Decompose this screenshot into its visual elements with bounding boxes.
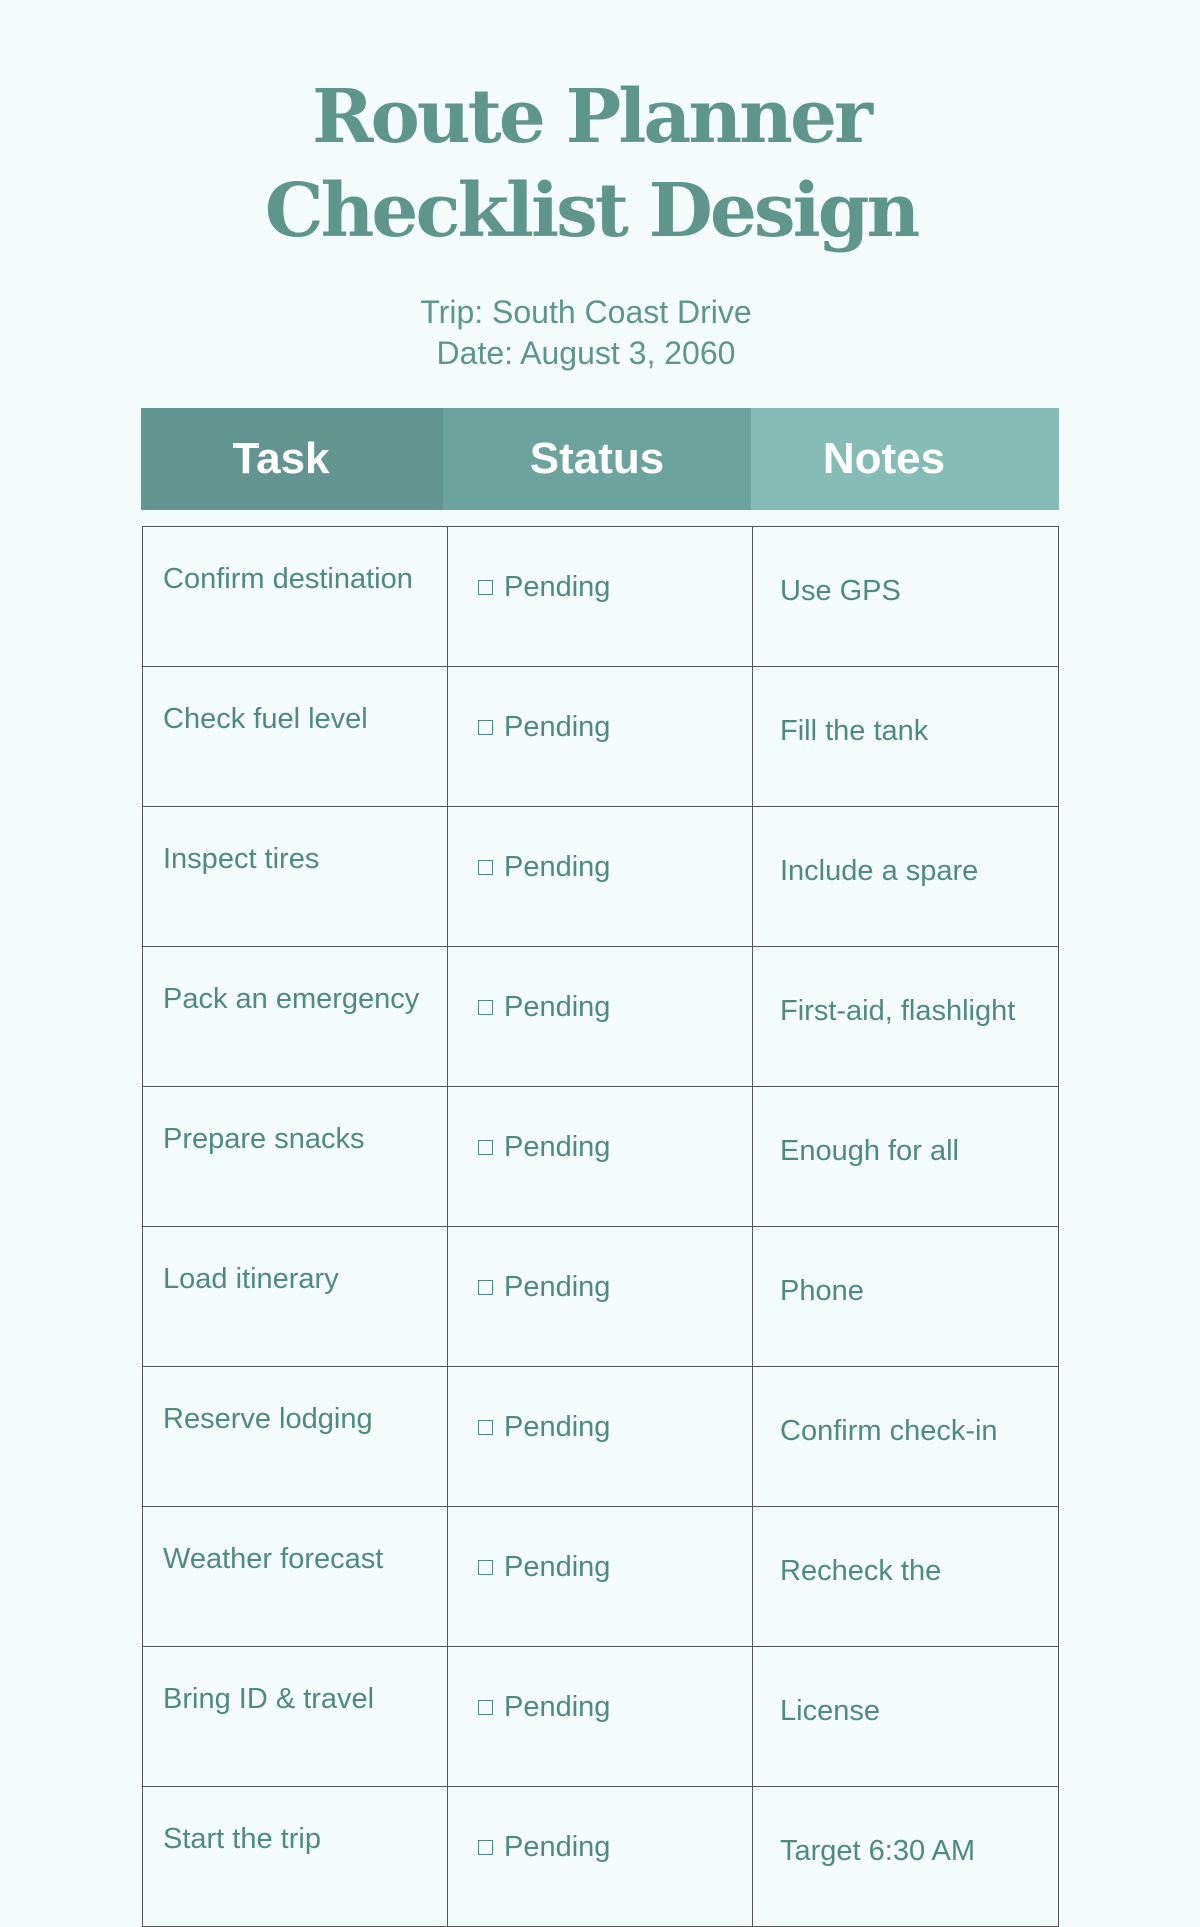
- task-cell: [143, 1367, 448, 1507]
- task-label: Reserve lodging: [163, 1403, 373, 1435]
- notes-label: First-aid, flashlight: [780, 995, 1016, 1027]
- status-cell: [448, 1507, 753, 1647]
- table-row: [143, 1367, 1059, 1507]
- notes-label: Confirm check-in: [780, 1415, 998, 1447]
- task-cell: [143, 947, 448, 1087]
- status-cell: [448, 947, 753, 1087]
- table-row: [143, 1507, 1059, 1647]
- status-cell: [448, 667, 753, 807]
- notes-label: Enough for all: [780, 1135, 959, 1167]
- title-line-1: Route Planner: [311, 74, 871, 160]
- column-header-notes: Notes: [751, 408, 1059, 510]
- checkbox-icon[interactable]: [478, 1840, 493, 1855]
- checkbox-icon[interactable]: [478, 1140, 493, 1155]
- status-label: Pending: [504, 1411, 611, 1443]
- checkbox-icon[interactable]: [478, 580, 493, 595]
- checkbox-icon[interactable]: [478, 1280, 493, 1295]
- table-row: [143, 667, 1059, 807]
- status-cell: [448, 1227, 753, 1367]
- status-label: Pending: [504, 1691, 611, 1723]
- notes-label: Phone: [780, 1275, 864, 1307]
- notes-cell: [753, 807, 1059, 947]
- notes-label: Target 6:30 AM: [780, 1835, 976, 1867]
- notes-label: Recheck the: [780, 1555, 942, 1587]
- task-label: Pack an emergency: [163, 983, 420, 1015]
- task-cell: [143, 807, 448, 947]
- status-cell: [448, 527, 753, 667]
- task-cell: [143, 1087, 448, 1227]
- table-row: [143, 1787, 1059, 1927]
- task-label: Load itinerary: [163, 1263, 339, 1295]
- task-cell: [143, 1787, 448, 1927]
- checkbox-icon[interactable]: [478, 1000, 493, 1015]
- task-cell: [143, 1507, 448, 1647]
- notes-cell: [753, 1507, 1059, 1647]
- task-label: Inspect tires: [163, 843, 320, 875]
- task-label: Confirm destination: [163, 563, 413, 595]
- task-label: Start the trip: [163, 1823, 321, 1855]
- trip-name: Trip: South Coast Drive: [420, 294, 752, 330]
- trip-date: Date: August 3, 2060: [436, 335, 736, 371]
- status-cell: [448, 1647, 753, 1787]
- task-label: Weather forecast: [163, 1543, 384, 1575]
- notes-label: Include a spare: [780, 855, 979, 887]
- status-cell: [448, 807, 753, 947]
- table-row: [143, 807, 1059, 947]
- task-cell: [143, 527, 448, 667]
- notes-label: License: [780, 1695, 880, 1727]
- status-cell: [448, 1367, 753, 1507]
- task-cell: [143, 1647, 448, 1787]
- task-label: Prepare snacks: [163, 1123, 365, 1155]
- status-label: Pending: [504, 1131, 611, 1163]
- column-header-status: Status: [443, 408, 751, 510]
- table-row: [143, 1087, 1059, 1227]
- table-row: [143, 947, 1059, 1087]
- page-title: [0, 70, 1182, 258]
- status-label: Pending: [504, 571, 611, 603]
- checklist-table: [142, 526, 1059, 1927]
- checkbox-icon[interactable]: [478, 1700, 493, 1715]
- status-label: Pending: [504, 1551, 611, 1583]
- task-label: Check fuel level: [163, 703, 368, 735]
- notes-cell: [753, 1787, 1059, 1927]
- status-label: Pending: [504, 711, 611, 743]
- notes-cell: [753, 527, 1059, 667]
- table-header: [141, 408, 1059, 510]
- table-row: [143, 1647, 1059, 1787]
- notes-cell: [753, 1227, 1059, 1367]
- notes-cell: [753, 947, 1059, 1087]
- notes-cell: [753, 1367, 1059, 1507]
- status-label: Pending: [504, 1831, 611, 1863]
- notes-cell: [753, 1087, 1059, 1227]
- notes-label: Use GPS: [780, 575, 901, 607]
- title-line-2: Checklist Design: [264, 168, 918, 254]
- notes-cell: [753, 1647, 1059, 1787]
- status-label: Pending: [504, 1271, 611, 1303]
- checkbox-icon[interactable]: [478, 1560, 493, 1575]
- notes-cell: [753, 667, 1059, 807]
- task-label: Bring ID & travel: [163, 1683, 375, 1715]
- checkbox-icon[interactable]: [478, 720, 493, 735]
- column-header-task: Task: [141, 408, 443, 510]
- table-row: [143, 527, 1059, 667]
- task-cell: [143, 667, 448, 807]
- checkbox-icon[interactable]: [478, 860, 493, 875]
- table-row: [143, 1227, 1059, 1367]
- status-label: Pending: [504, 991, 611, 1023]
- status-cell: [448, 1087, 753, 1227]
- checklist-body: [143, 527, 1059, 1927]
- trip-info: [0, 292, 1172, 374]
- checkbox-icon[interactable]: [478, 1420, 493, 1435]
- status-cell: [448, 1787, 753, 1927]
- task-cell: [143, 1227, 448, 1367]
- status-label: Pending: [504, 851, 611, 883]
- notes-label: Fill the tank: [780, 715, 929, 747]
